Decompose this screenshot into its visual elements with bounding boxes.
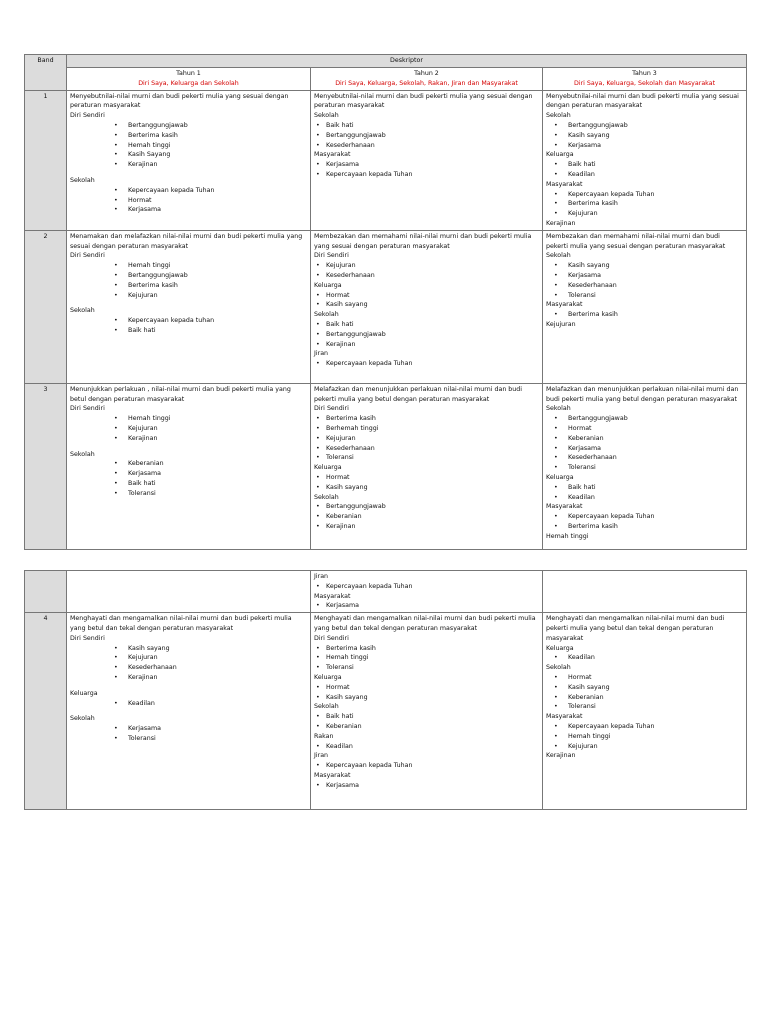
value-list-item: • Berterima kasih bbox=[70, 281, 307, 291]
group-label: Masyarakat bbox=[546, 713, 583, 721]
continuation-row bbox=[25, 571, 747, 613]
group-label: Keluarga bbox=[314, 281, 342, 289]
value-list-item: • Bertanggungjawab bbox=[314, 131, 539, 141]
descriptor-text: Menyebutnilai-nilai murni dan budi pekerti mulia yang sesuai dengan peraturan masyarakat bbox=[70, 92, 289, 110]
group-label: Keluarga bbox=[70, 689, 98, 697]
band-3-year-2-cell bbox=[311, 383, 543, 549]
value-list-item: • Baik hati bbox=[546, 483, 743, 493]
continuation-year-1-cell bbox=[67, 571, 311, 613]
value-list-item: • Baik hati bbox=[314, 712, 539, 722]
group-label: Sekolah bbox=[546, 112, 571, 120]
value-list-item: • Kesederhanaan bbox=[546, 281, 743, 291]
value-list-item: • Hormat bbox=[546, 424, 743, 434]
group-label: Sekolah bbox=[70, 176, 95, 184]
band-4-year-2-cell bbox=[311, 613, 543, 810]
descriptor-text: Membezakan dan memahami nilai-nilai murni dan budi pekerti mulia yang sesuai dengan peraturan masyarakat bbox=[546, 232, 726, 250]
descriptor-text: Membezakan dan memahami nilai-nilai murni dan budi pekerti mulia yang sesuai dengan peraturan masyarakat bbox=[314, 232, 532, 250]
band-number: 1 bbox=[25, 90, 67, 230]
band-4-year-3-cell bbox=[543, 613, 747, 810]
group-label: Sekolah bbox=[314, 112, 339, 120]
group-label: Masyarakat bbox=[546, 301, 583, 309]
group-label: Keluarga bbox=[314, 673, 342, 681]
group-label: Keluarga bbox=[546, 473, 574, 481]
value-list-item: • Baik hati bbox=[546, 160, 743, 170]
group-label: Keluarga bbox=[546, 151, 574, 159]
value-list-item: • Baik hati bbox=[70, 326, 307, 336]
group-label: Jiran bbox=[314, 752, 329, 760]
value-list-item: • Kesederhanaan bbox=[314, 271, 539, 281]
band-4-year-1-cell bbox=[67, 613, 311, 810]
continuation-band-cell bbox=[25, 571, 67, 613]
value-list-item: • Kerajinan bbox=[70, 673, 307, 683]
descriptor-text: Melafazkan dan menunjukkan perlakuan nilai-nilai murni dan budi pekerti mulia yang betul dengan peraturan masyarakat bbox=[314, 385, 523, 403]
value-list-item: • Kerjasama bbox=[546, 271, 743, 281]
value-list-item: • Berterima kasih bbox=[314, 644, 539, 654]
value-list-item: • Toleransi bbox=[546, 702, 743, 712]
value-list-item: • Keberanian bbox=[314, 512, 539, 522]
value-list-item: • Baik hati bbox=[314, 121, 539, 131]
value-list-item: • Kerjasama bbox=[314, 601, 539, 611]
band-3-year-1-cell bbox=[67, 383, 311, 549]
value-list-item: • Keberanian bbox=[70, 459, 307, 469]
descriptor-text: Menghayati dan mengamalkan nilai-nilai murni dan budi pekerti mulia yang betul dan tekal dengan peraturan masyarakat bbox=[314, 615, 536, 632]
year-2-subtitle: Diri Saya, Keluarga, Sekolah, Rakan, Jiran dan Masyarakat bbox=[335, 79, 518, 87]
value-list-item: • Hemah tinggi bbox=[70, 141, 307, 151]
value-list-item: • Hemah tinggi bbox=[314, 653, 539, 663]
value-list-item: • Kerjasama bbox=[70, 469, 307, 479]
band-row-1 bbox=[25, 90, 747, 230]
band-1-year-2-cell bbox=[311, 90, 543, 230]
value-list-item: • Kejujuran bbox=[314, 434, 539, 444]
value-list-item: • Kerjasama bbox=[314, 160, 539, 170]
group-label: Masyarakat bbox=[314, 151, 351, 159]
group-label: Diri Sendiri bbox=[314, 634, 349, 642]
descriptor-text: Menunjukkan perlakuan , nilai-nilai murni dan budi pekerti mulia yang betul dengan peraturan masyarakat bbox=[70, 385, 291, 403]
value-list-item: • Kejujuran bbox=[70, 291, 307, 301]
group-label: Sekolah bbox=[70, 715, 95, 723]
value-list-item: • Bertanggungjawab bbox=[314, 502, 539, 512]
value-list-item: • Hormat bbox=[546, 673, 743, 683]
value-list-item: • Kesederhanaan bbox=[314, 444, 539, 454]
value-list-item: • Bertanggungjawab bbox=[314, 330, 539, 340]
value-list-item: • Kejujuran bbox=[70, 653, 307, 663]
group-label: Sekolah bbox=[70, 307, 95, 315]
value-list-item: • Kesederhanaan bbox=[314, 141, 539, 151]
value-list-item: • Kesederhanaan bbox=[546, 453, 743, 463]
descriptor-text: Menyebutnilai-nilai murni dan budi pekerti mulia yang sesuai dengan peraturan masyarakat bbox=[314, 92, 533, 110]
band-header: Band bbox=[25, 55, 67, 91]
value-list-item: • Kerjasama bbox=[546, 141, 743, 151]
value-list-item: • Baik hati bbox=[314, 320, 539, 330]
value-list-item: • Toleransi bbox=[70, 489, 307, 499]
group-label: Keluarga bbox=[546, 644, 574, 652]
value-list-item: • Kejujuran bbox=[70, 424, 307, 434]
value-list-item: • Hemah tinggi bbox=[70, 261, 307, 271]
group-label: Sekolah bbox=[314, 703, 339, 711]
value-list-item: • Kejujuran bbox=[546, 742, 743, 752]
year-2-header: Tahun 2 Diri Saya, Keluarga, Sekolah, Rakan, Jiran dan Masyarakat bbox=[311, 68, 543, 91]
continuation-year-2-cell bbox=[311, 571, 543, 613]
group-label: Sekolah bbox=[546, 405, 571, 413]
value-list-item: • Kerajinan bbox=[70, 434, 307, 444]
group-label: Masyarakat bbox=[314, 592, 351, 600]
band-number: 3 bbox=[25, 383, 67, 549]
group-label: Masyarakat bbox=[546, 180, 583, 188]
value-list-item: • Kepercayaan kepada Tuhan bbox=[314, 170, 539, 180]
descriptor-text: Menamakan dan melafazkan nilai-nilai murni dan budi pekerti mulia yang sesuai dengan peraturan masyarakat bbox=[70, 232, 303, 250]
value-list-item: • Kasih sayang bbox=[314, 483, 539, 493]
value-list-item: • Kerjasama bbox=[314, 781, 539, 791]
value-list-item: • Hormat bbox=[314, 473, 539, 483]
value-list-item: • Kepercayaan kepada Tuhan bbox=[546, 190, 743, 200]
value-list-item: • Bertanggungjawab bbox=[70, 121, 307, 131]
band-2-year-1-cell bbox=[67, 230, 311, 383]
group-label: Keluarga bbox=[314, 464, 342, 472]
value-list-item: • Kerjasama bbox=[70, 724, 307, 734]
group-label: Diri Sendiri bbox=[70, 634, 105, 642]
value-list-item: • Toleransi bbox=[546, 463, 743, 473]
group-label: Sekolah bbox=[546, 664, 571, 672]
value-list-item: • Keadilan bbox=[546, 493, 743, 503]
year-3-subtitle: Diri Saya, Keluarga, Sekolah dan Masyarakat bbox=[573, 79, 716, 87]
value-list-item: • Hemah tinggi bbox=[70, 414, 307, 424]
value-list-item: • Baik hati bbox=[70, 479, 307, 489]
value-list-item: • Kepercayaan kepada Tuhan bbox=[314, 359, 539, 369]
band-number: 4 bbox=[25, 613, 67, 810]
band-row-3 bbox=[25, 383, 747, 549]
group-label: Sekolah bbox=[546, 252, 571, 260]
value-list-item: • Toleransi bbox=[314, 663, 539, 673]
value-list-item: • Keberanian bbox=[546, 434, 743, 444]
group-label: Kerajinan bbox=[546, 752, 576, 760]
value-list-item: • Kepercayaan kepada Tuhan bbox=[314, 761, 539, 771]
band-number: 2 bbox=[25, 230, 67, 383]
group-label: Masyarakat bbox=[314, 771, 351, 779]
value-list-item: • Hormat bbox=[314, 291, 539, 301]
value-list-item: • Keadilan bbox=[314, 742, 539, 752]
value-list-item: • Keberanian bbox=[314, 722, 539, 732]
value-list-item: • Kasih sayang bbox=[314, 300, 539, 310]
descriptor-table-page-2 bbox=[24, 570, 747, 810]
value-list-item: • Kerajinan bbox=[314, 522, 539, 532]
group-label: Masyarakat bbox=[546, 503, 583, 511]
band-row-2 bbox=[25, 230, 747, 383]
value-list-item: • Kejujuran bbox=[314, 261, 539, 271]
value-list-item: • Kerjasama bbox=[70, 205, 307, 215]
value-list-item: • Kerajinan bbox=[314, 340, 539, 350]
group-label: Sekolah bbox=[70, 450, 95, 458]
value-list-item: • Keberanian bbox=[546, 693, 743, 703]
group-label: Sekolah bbox=[314, 311, 339, 319]
value-list-item: • Keadilan bbox=[546, 170, 743, 180]
value-list-item: • Berterima kasih bbox=[546, 199, 743, 209]
group-label: Kejujuran bbox=[546, 320, 576, 328]
group-label: Sekolah bbox=[314, 493, 339, 501]
group-label: Rakan bbox=[314, 732, 334, 740]
year-3-header: Tahun 3 Diri Saya, Keluarga, Sekolah dan Masyarakat bbox=[543, 68, 747, 91]
value-list-item: • Berterima kasih bbox=[70, 131, 307, 141]
band-2-year-2-cell bbox=[311, 230, 543, 383]
value-list-item: • Hemah tinggi bbox=[546, 732, 743, 742]
value-list-item: • Kasih sayang bbox=[314, 693, 539, 703]
group-label: Jiran bbox=[314, 350, 329, 358]
group-label: Jiran bbox=[314, 573, 329, 580]
value-list-item: • Kasih sayang bbox=[546, 131, 743, 141]
value-list-item: • Berterima kasih bbox=[546, 310, 743, 320]
value-list-item: • Bertanggungjawab bbox=[546, 121, 743, 131]
value-list-item: • Hormat bbox=[70, 196, 307, 206]
descriptor-text: Menghayati dan mengamalkan nilai-nilai murni dan budi pekerti mulia yang betul dan tekal dengan peraturan masyarakat bbox=[70, 615, 292, 632]
group-label: Diri Sendiri bbox=[70, 112, 105, 120]
group-label: Diri Sendiri bbox=[314, 405, 349, 413]
value-list-item: • Keadilan bbox=[70, 699, 307, 709]
descriptor-text: Menghayati dan mengamalkan nilai-nilai murni dan budi pekerti mulia yang betul dan tekal dengan peraturan masyarakat bbox=[546, 615, 725, 642]
value-list-item: • Kerjasama bbox=[546, 444, 743, 454]
value-list-item: • Kepercayaan kepada Tuhan bbox=[314, 582, 539, 592]
group-label: Diri Sendiri bbox=[314, 252, 349, 260]
descriptor-text: Menyebutnilai-nilai murni dan budi pekerti mulia yang sesuai dengan peraturan masyarakat bbox=[546, 92, 739, 110]
year-1-header: Tahun 1 Diri Saya, Keluarga dan Sekolah bbox=[67, 68, 311, 91]
band-3-year-3-cell bbox=[543, 383, 747, 549]
value-list-item: • Berterima kasih bbox=[314, 414, 539, 424]
value-list-item: • Toleransi bbox=[70, 734, 307, 744]
group-label: Diri Sendiri bbox=[70, 252, 105, 260]
band-row-4 bbox=[25, 613, 747, 810]
value-list-item: • Toleransi bbox=[546, 291, 743, 301]
value-list-item: • Toleransi bbox=[314, 453, 539, 463]
value-list-item: • Kepercayaan kepada Tuhan bbox=[546, 512, 743, 522]
descriptor-header: Deskriptor bbox=[67, 55, 747, 68]
group-label: Kerajinan bbox=[546, 219, 576, 227]
value-list-item: • Kepercayaan kepada Tuhan bbox=[546, 722, 743, 732]
group-label: Diri Sendiri bbox=[70, 405, 105, 413]
value-list-item: • Berterima kasih bbox=[546, 522, 743, 532]
band-1-year-1-cell bbox=[67, 90, 311, 230]
year-1-subtitle: Diri Saya, Keluarga dan Sekolah bbox=[138, 79, 239, 87]
value-list-item: • Kasih Sayang bbox=[70, 150, 307, 160]
value-list-item: • Kepercayaan kepada Tuhan bbox=[70, 186, 307, 196]
value-list-item: • Berhemah tinggi bbox=[314, 424, 539, 434]
descriptor-text: Melafazkan dan menunjukkan perlakuan nilai-nilai murni dan budi pekerti mulia yang betul dengan peraturan masyarakat bbox=[546, 385, 739, 403]
band-2-year-3-cell bbox=[543, 230, 747, 383]
value-list-item: • Bertanggungjawab bbox=[546, 414, 743, 424]
value-list-item: • Keadilan bbox=[546, 653, 743, 663]
value-list-item: • Bertanggungjawab bbox=[70, 271, 307, 281]
group-label: Hemah tinggi bbox=[546, 532, 589, 540]
value-list-item: • Kasih sayang bbox=[546, 261, 743, 271]
value-list-item: • Kejujuran bbox=[546, 209, 743, 219]
value-list-item: • Kerajinan bbox=[70, 160, 307, 170]
continuation-year-3-cell bbox=[543, 571, 747, 613]
descriptor-table-page-1 bbox=[24, 54, 747, 550]
value-list-item: • Kesederhanaan bbox=[70, 663, 307, 673]
value-list-item: • Kepercayaan kepada tuhan bbox=[70, 316, 307, 326]
value-list-item: • Hormat bbox=[314, 683, 539, 693]
value-list-item: • Kasih sayang bbox=[546, 683, 743, 693]
band-1-year-3-cell bbox=[543, 90, 747, 230]
value-list-item: • Kasih sayang bbox=[70, 644, 307, 654]
